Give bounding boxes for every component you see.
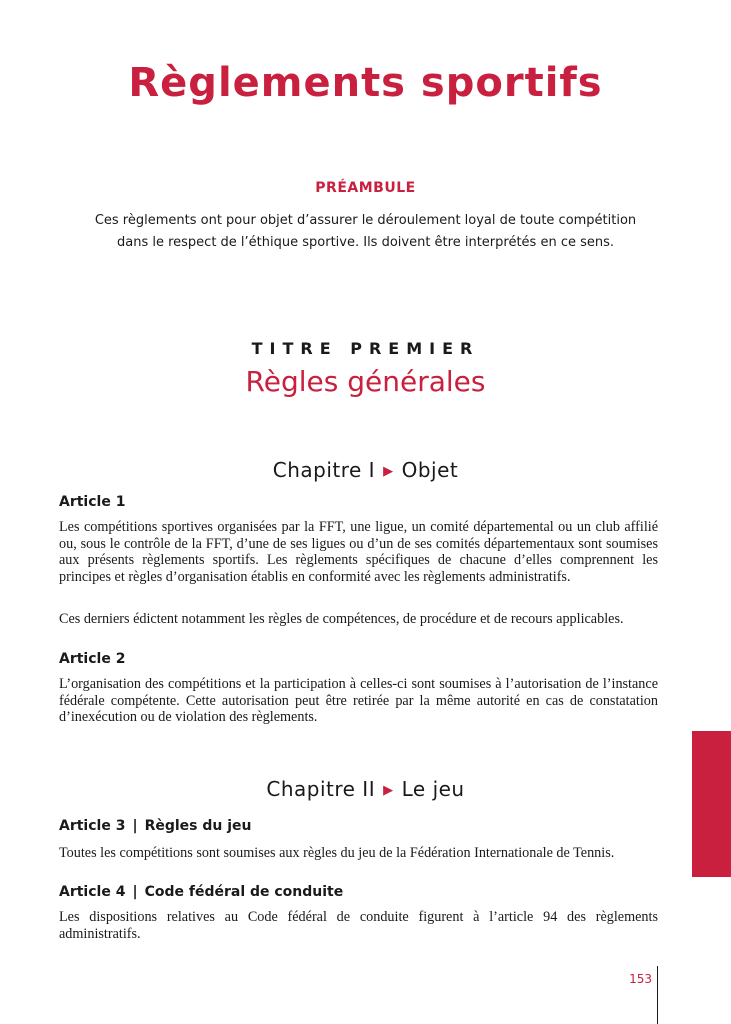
article-4-paragraph-1: Les dispositions relatives au Code fédéral de conduite figurent à l’article 94 des règlements administratifs. <box>59 909 658 942</box>
article-label: Article 3 <box>59 818 126 834</box>
article-title: Règles du jeu <box>144 818 252 834</box>
preamble-line: Ces règlements ont pour objet d’assurer le déroulement loyal de toute compétition <box>94 213 637 228</box>
triangle-right-icon: ▶ <box>383 464 394 479</box>
article-label: Article 2 <box>59 651 126 667</box>
page-number-rule <box>657 966 658 1024</box>
article-label: Article 1 <box>59 494 126 510</box>
chapter-number: Chapitre I <box>272 458 376 482</box>
preamble-text <box>90 210 641 254</box>
page-number: 153 <box>629 972 652 986</box>
titre-subtitle: Règles générales <box>245 365 486 398</box>
heading-separator: | <box>132 884 138 900</box>
article-label: Article 4 <box>59 884 126 900</box>
article-1-paragraph-1: Les compétitions sportives organisées par la FFT, une ligue, un comité départemental ou un club affilié ou, sous le contrôle de la FFT, d’une de ses ligues ou d’un de ses comités départementaux sont soumises aux présents règlements sportifs. Les règlements spécifiques de chacune d’elles comprennent les principes et règles d’organisation établis en conformité avec les règlements administratifs. <box>59 519 658 585</box>
heading-separator: | <box>132 818 138 834</box>
preamble-line: dans le respect de l’éthique sportive. Ils doivent être interprétés en ce sens. <box>116 235 615 250</box>
triangle-right-icon: ▶ <box>383 783 394 798</box>
article-3-paragraph-1: Toutes les compétitions sont soumises aux règles du jeu de la Fédération Internationale de Tennis. <box>59 845 615 861</box>
chapter-name: Objet <box>401 458 459 482</box>
chapter-number: Chapitre II <box>266 777 376 801</box>
preamble-heading: PRÉAMBULE <box>315 180 416 196</box>
article-heading-1 <box>59 494 125 510</box>
chapter-side-tab <box>692 731 731 877</box>
chapter-heading-1 <box>0 458 731 482</box>
article-heading-4 <box>59 884 343 900</box>
page-title: Règlements sportifs <box>128 60 603 106</box>
article-heading-3 <box>59 818 252 834</box>
chapter-heading-2 <box>0 777 731 801</box>
article-heading-2 <box>59 651 125 667</box>
titre-label: TITRE PREMIER <box>251 339 480 358</box>
chapter-name: Le jeu <box>401 777 465 801</box>
article-2-paragraph-1: L’organisation des compétitions et la participation à celles-ci sont soumises à l’autorisation de l’instance fédérale compétente. Cette autorisation peut être retirée par la même autorité en cas de constatation d’inexécution ou de violation des règlements. <box>59 676 658 725</box>
article-title: Code fédéral de conduite <box>144 884 344 900</box>
article-1-paragraph-2: Ces derniers édictent notamment les règles de compétences, de procédure et de recours applicables. <box>59 611 624 627</box>
